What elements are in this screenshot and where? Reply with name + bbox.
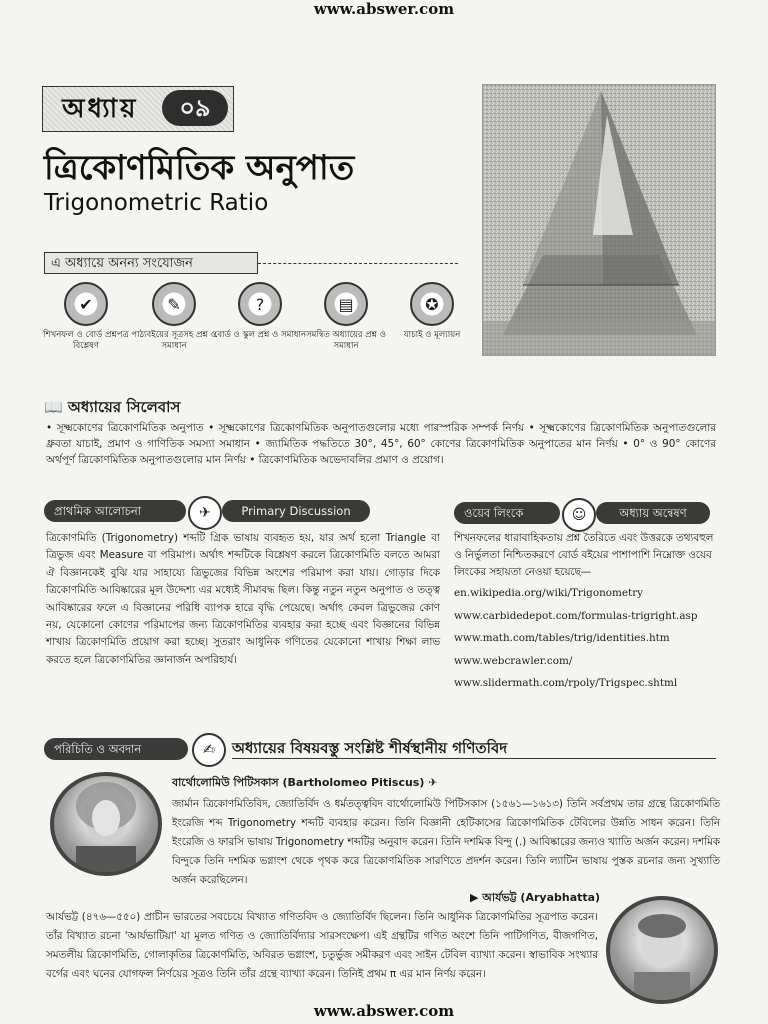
mathematicians-heading: অধ্যায়ের বিষয়বস্তু সংশ্লিষ্ট শীর্ষস্থানীয় গণিতবিদ	[232, 739, 508, 757]
thinker-icon: ✍	[192, 733, 226, 767]
feature-item	[38, 282, 134, 352]
mathematician-bio: আর্যভট্ট (৪৭৬—৫৫০) প্রাচীন ভারতের সবচেয়ে বিখ্যাত গণিতবিদ ও জ্যোতির্বিদ ছিলেন। তিনি আধুনিক ত্রিকোণমিতির সূত্রপাত করেন। তাঁর বিখ্যাত রচনা 'আর্যভাটিয়া' যা মূলত গণিত ও জ্যোতির্বিদ্যার সারসংক্ষেপ। এই গ্রন্থটির গণিত অংশে তিনি পাটিগণিত, বীজগণিত, সমতলীয় ত্রিকোণমিতি, গোলাকৃতির ত্রিকোণমিতি, অবিরত ভগ্নাংশ, চতুর্ভুজ সমীকরণ এবং সাইন টেবিল ব্যাখ্যা করেন। স্বাভাবিক সংখ্যার বর্গের এবং ঘনের যোগফল নির্ণয়ের সূত্রও তিনি তাঁর গ্রন্থে ব্যাখ্যা করেন। তিনিই প্রথম π এর মান নির্ণয় করেন।	[46, 911, 598, 980]
stack-icon: ▤	[324, 282, 368, 326]
open-book-icon: 📖	[44, 398, 63, 416]
web-link[interactable]: www.slidermath.com/rpoly/Trigspec.shtml	[454, 677, 678, 689]
web-link[interactable]: www.math.com/tables/trig/identities.htm	[454, 632, 670, 644]
feature-item	[298, 282, 394, 352]
feature-label: শিখনফল ও বোর্ড প্রশ্নপত্র বিশ্লেষণ	[43, 330, 129, 351]
aryabhatta-portrait	[606, 896, 718, 1004]
chapter-number: ০৯	[162, 90, 228, 126]
portrait-figure	[54, 776, 158, 872]
syllabus-text: • সূক্ষ্মকোণের ত্রিকোণমিতিক অনুপাত • সূক্ষ্মকোণের ত্রিকোণমিতিক অনুপাতগুলোর মধ্যে পারস্পরিক সম্পর্ক নির্ণয় • সূক্ষ্মকোণের ত্রিকোণমিতিক অনুপাতগুলোর ধ্রুবতা যাচাই, প্রমাণ ও গাণিতিক সমস্যা সমাধান • জ্যামিতিক পদ্ধতিতে 30°, 45°, 60° কোণের ত্রিকোণমিতিক অনুপাতের মান নির্ণয় • 0° ও 90° কোণের অর্থপূর্ণ ত্রিকোণমিতিক অনুপাতগুলোর মান নির্ণয় • ত্রিকোণমিতিক অভেদাবলির প্রমাণ ও প্রয়োগ।	[46, 422, 716, 466]
site-url-top[interactable]: www.abswer.com	[313, 0, 455, 18]
site-url-bottom[interactable]: www.abswer.com	[313, 1002, 455, 1020]
web-link[interactable]: www.webcrawler.com/	[454, 654, 573, 667]
web-link-label-right: অধ্যায় অন্বেষণ	[596, 502, 710, 524]
temple-photo	[482, 84, 716, 356]
intro-contribution-label: পরিচিতি ও অবদান	[44, 738, 188, 760]
question-icon: ?	[238, 282, 282, 326]
primary-discussion-text: ত্রিকোণমিতি (Trigonometry) শব্দটি গ্রিক ভাষায় ব্যবহৃত হয়, যার অর্থ হলো Triangle বা ত্রিভুজ এবং Measure বা পরিমাপ। অর্থাৎ শব্দটিকে বিশ্লেষণ করলে ত্রিকোণমিতি বলতে আমরা ঐ বিজ্ঞানকেই বুঝি যার সাহায্যে ত্রিভুজের বিভিন্ন অংশের পরিমাপ করা যায়। গোড়ার দিকে ত্রিকোণমিতি আবিষ্কারের মূল উদ্দেশ্য এর মধ্যেই সীমাবদ্ধ ছিল। কিন্তু নতুন নতুন অনুপাত ও তত্ত্ব আবিষ্কারের ফলে এ বিজ্ঞানের পরিধি ব্যাপক হারে বৃদ্ধি পেয়েছে। অর্থাৎ কেবল ত্রিভুজের কোণ নয়, যেকোনো কোণের পরিমাপের জন্য ত্রিকোণমিতির ব্যবহার করা হচ্ছে এবং বিজ্ঞানের বিভিন্ন শাখায় ত্রিকোণমিতি প্রয়োগ করা হচ্ছে। সুতরাং আধুনিক গণিতের যেকোনো শাখায় শিক্ষা লাভ করতে হলে ত্রিকোণমিতির জ্ঞানার্জন অপরিহার্য।	[46, 532, 440, 666]
chapter-title-english: Trigonometric Ratio	[44, 190, 269, 216]
feature-label: বোর্ড ও স্কুল প্রশ্ন ও সমাধান	[213, 330, 307, 340]
feature-label: পাঠ্যবইয়ের সূত্রসহ প্রশ্ন ও সমাধান	[131, 330, 217, 351]
chapter-title-bengali: ত্রিকোণমিতিক অনুপাত	[44, 148, 355, 188]
mathematician-name	[470, 889, 600, 908]
web-link-label-left: ওয়েব লিংকে	[454, 502, 560, 524]
temple-image	[483, 85, 715, 355]
web-link[interactable]: en.wikipedia.org/wiki/Trigonometry	[454, 587, 644, 599]
evaluation-icon: ✪	[410, 282, 454, 326]
feature-item	[212, 282, 308, 341]
feature-item	[126, 282, 222, 352]
plane-icon: ✈	[188, 496, 222, 530]
unique-additions-heading: এ অধ্যায়ে অনন্য সংযোজন	[44, 252, 258, 274]
web-link[interactable]: www.carbidedepot.com/formulas-trigright.asp	[454, 609, 698, 622]
feature-label: যাচাই ও মূল্যায়ন	[403, 330, 461, 340]
syllabus-heading-text: অধ্যায়ের সিলেবাস	[67, 398, 181, 416]
arrow-icon: ✈	[428, 776, 438, 789]
primary-discussion-label-bn: প্রাথমিক আলোচনা	[44, 500, 186, 522]
chapter-word: অধ্যায়	[62, 94, 139, 124]
web-links-intro: শিখনফলের ধারাবাহিকতায় প্রশ্ন তৈরিতে এবং উত্তরকে তথ্যবহুল ও নির্ভুলতা নিশ্চিতকরণে বোর্ড বইয়ের পাশাপাশি নিম্নোক্ত ওয়েব লিংকের সহায়তা নেওয়া হয়েছে—	[454, 532, 714, 578]
pitiscus-portrait	[50, 772, 162, 876]
checkmark-icon: ✔	[64, 282, 108, 326]
mathematician-name	[172, 774, 437, 793]
person-icon: ☺	[562, 498, 596, 532]
syllabus-heading	[44, 396, 180, 421]
feature-item	[384, 282, 480, 341]
mathematician-name-text: বার্থোলোমিউ পিটিসকাস (Bartholomeo Pitiscus)	[172, 776, 425, 789]
feature-label: সমন্বিত অধ্যায়ের প্রশ্ন ও সমাধান	[306, 330, 386, 351]
primary-discussion-label-en: Primary Discussion	[222, 500, 370, 522]
portrait-figure	[610, 900, 714, 1000]
arrow-icon: ▶	[470, 891, 483, 904]
divider	[232, 758, 716, 759]
mathematician-name-text: আর্যভট্ট (Aryabhatta)	[482, 891, 601, 904]
book-check-icon: ✎	[152, 282, 196, 326]
divider	[258, 263, 458, 264]
web-links-list	[454, 582, 716, 695]
mathematician-bio: জার্মান ত্রিকোণমিতিবিদ, জ্যোতির্বিদ ও ধর্মতত্ত্ববিদ বার্থোলোমিউ পিটিসকাস (১৫৬১—১৬১৩) তিনি সর্বপ্রথম তার গ্রন্থে ত্রিকোণমিতি ইংরেজি শব্দ Trigonometry শব্দটি ব্যবহার করেন। তিনি বিজ্ঞানী হেটিকাসের ত্রিকোণমিতিক টেবিলের উন্নতি সাধন করেন। তিনি ইংরেজি ও ফারসি ভাষায় Trigonometry শব্দটির অনুবাদ করেন। তিনি দশমিক বিন্দু (.) আবিষ্কারের জন্যও খ্যাতি অর্জন করেন। দশমিক বিন্দুকে তিনি দশমিক ভগ্নাংশ থেকে পৃথক করে ত্রিকোণমিতিক সারণিতে প্রদর্শন করেন। তিনি ল্যাটিন ভাষায় পুস্তক রচনার জন্য সুখ্যাতি অর্জন করেছিলেন।	[172, 798, 720, 886]
